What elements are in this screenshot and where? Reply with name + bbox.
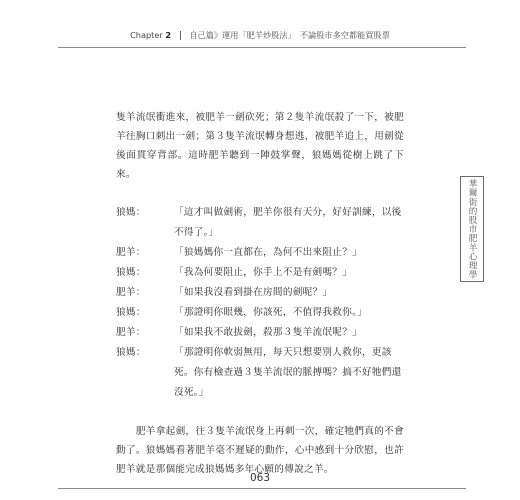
dialog-speaker: 狼媽： bbox=[116, 307, 146, 318]
dialog-text: 「那證明你眼幾，你該死，不值得我救你。」 bbox=[174, 307, 368, 318]
side-tab-label: 華爾街的股市肥羊心理學 bbox=[467, 178, 477, 280]
dialog-line bbox=[116, 203, 404, 243]
dialog-speaker: 肥羊： bbox=[116, 247, 146, 258]
dialog-block bbox=[116, 203, 404, 403]
header-separator bbox=[180, 31, 181, 40]
header-rule bbox=[58, 47, 466, 48]
header-chapter-prefix: Chapter bbox=[130, 30, 163, 40]
dialog-speaker: 狼媽： bbox=[116, 347, 146, 358]
dialog-line bbox=[116, 283, 404, 303]
dialog-text: 「如果我不敢拔劍，殺那３隻羊流氓呢？」 bbox=[174, 327, 362, 338]
dialog-speaker: 狼媽： bbox=[116, 207, 146, 218]
dialog-line bbox=[116, 303, 404, 323]
dialog-speaker: 狼媽： bbox=[116, 267, 146, 278]
dialog-speaker: 肥羊： bbox=[116, 327, 146, 338]
page-number: 063 bbox=[249, 472, 271, 484]
dialog-text: 「這才叫做劍術，肥羊你很有天分，好好訓練，以後不得了。」 bbox=[174, 207, 402, 238]
header-chapter-title: 自己篇》運用「肥羊炒股法」 不論股市多空都能買股票 bbox=[189, 30, 390, 40]
dialog-text: 「那證明你軟弱無用，每天只想要別人救你，更該死。你有檢查過３隻羊流氓的脈搏嗎？搞不好牠們還沒死。」 bbox=[174, 347, 402, 398]
dialog-line bbox=[116, 243, 404, 263]
dialog-line bbox=[116, 343, 404, 403]
running-header bbox=[0, 30, 520, 41]
side-tab bbox=[460, 176, 484, 282]
dialog-text: 「狼媽媽你一直都在，為何不出來阻止？」 bbox=[174, 247, 362, 258]
footer-rule bbox=[58, 488, 466, 489]
dialog-speaker: 肥羊： bbox=[116, 287, 146, 298]
dialog-text: 「如果我沒看到掛在房間的劍呢？」 bbox=[174, 287, 333, 298]
header-chapter-number: 2 bbox=[165, 30, 172, 40]
dialog-line bbox=[116, 323, 404, 343]
page-body bbox=[116, 108, 404, 479]
dialog-text: 「我為何要阻止，你手上不是有劍嗎？」 bbox=[174, 267, 353, 278]
paragraph-1: 隻羊流氓衝進來，被肥羊一劍砍死；第２隻羊流氓殺了一下，被肥羊往胸口刺出一劍；第３隻羊流氓轉身想逃，被肥羊追上，用劍從後面貫穿背部。這時肥羊聽到一陣鼓掌聲，狼媽媽從樹上跳了下來。 bbox=[116, 112, 404, 180]
paragraph-2: 肥羊拿起劍，往３隻羊流氓身上再刺一次，確定牠們真的不會動了。狼媽媽看著肥羊毫不遲疑的動作，心中感到十分欣慰，也許肥羊就是那個能完成狼媽媽多年心願的傳說之羊。 bbox=[116, 426, 404, 475]
dialog-line bbox=[116, 263, 404, 283]
